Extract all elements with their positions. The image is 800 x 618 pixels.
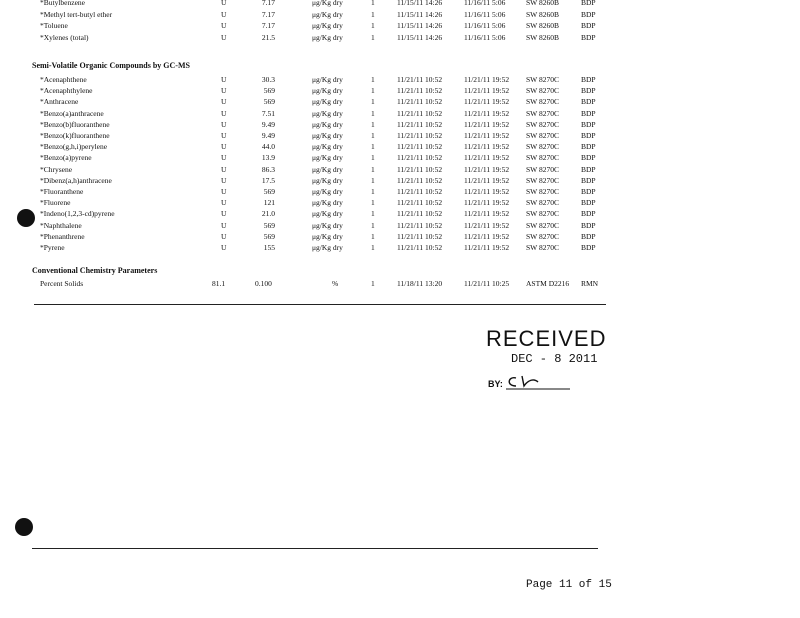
qualifier: U [221,75,227,84]
dilution: 1 [371,86,375,96]
result-value: 44.0 [261,142,275,152]
dilution: 1 [371,198,375,208]
analyte-name: *Phenanthrene [40,231,85,241]
units: μg/Kg dry [312,119,343,129]
qualifier: U [221,187,227,196]
analyzed-date: 11/21/11 19:52 [464,209,510,219]
analyst: BDP [581,175,596,185]
analyte-name: *Acenaphthene [40,75,87,84]
method: SW 8270C [526,131,559,140]
analyte-name: *Benzo(b)fluoranthene [40,119,110,129]
stamp-by-label: BY: [488,379,503,389]
dilution: 1 [371,164,375,174]
qualifier: U [221,198,227,208]
analyzed-date: 11/21/11 19:52 [464,243,510,252]
analyzed-date: 11/21/11 19:52 [464,231,510,241]
page-number: Page 11 of 15 [526,579,612,591]
result-value: 30.3 [261,75,275,84]
qualifier: U [221,9,227,19]
dilution: 1 [371,32,375,42]
prepared-date: 11/21/11 10:52 [397,164,443,174]
result-value: 7.17 [261,0,275,7]
dilution: 1 [371,231,375,241]
qualifier: U [221,243,227,252]
dilution: 1 [371,153,375,163]
analyst: BDP [581,21,596,30]
prepared-date: 11/21/11 10:52 [397,243,443,252]
analyte-name: *Dibenz(a,h)anthracene [40,175,112,185]
result-value: 7.17 [261,21,275,30]
units: μg/Kg dry [312,142,343,152]
dilution: 1 [371,209,375,219]
analyte-name: *Toluene [40,21,68,30]
initials-signature [504,372,574,392]
analyzed-date: 11/21/11 10:25 [464,279,510,288]
analyst: BDP [581,243,596,252]
result-value: 569 [263,97,275,107]
conventional-section-title: Conventional Chemistry Parameters [32,266,158,275]
qualifier: U [221,97,227,107]
units: μg/Kg dry [312,187,343,196]
prepared-date: 11/21/11 10:52 [397,153,443,163]
binder-hole-dot [17,209,35,227]
units: μg/Kg dry [312,198,343,208]
method: SW 8260B [526,9,559,19]
analyte-name: *Chrysene [40,164,73,174]
result-value: 21.5 [261,32,275,42]
prepared-date: 11/15/11 14:26 [397,0,443,7]
dilution: 1 [371,142,375,152]
dilution: 1 [371,131,375,140]
analyzed-date: 11/21/11 19:52 [464,187,510,196]
dilution: 1 [371,0,375,7]
method: SW 8270C [526,220,559,230]
method: SW 8270C [526,164,559,174]
method: SW 8270C [526,198,559,208]
analyzed-date: 11/21/11 19:52 [464,97,510,107]
mdl-value: 0.100 [255,279,272,288]
analyte-name: *Indeno(1,2,3-cd)pyrene [40,209,115,219]
units: μg/Kg dry [312,231,343,241]
units: μg/Kg dry [312,243,343,252]
analyzed-date: 11/21/11 19:52 [464,153,510,163]
analyst: BDP [581,153,596,163]
qualifier: U [221,108,227,118]
stamp-received-text: RECEIVED [486,326,607,351]
analyte-name: *Benzo(k)fluoranthene [40,131,110,140]
dilution: 1 [371,9,375,19]
analyst: BDP [581,220,596,230]
analyte-name: *Naphthalene [40,220,82,230]
analyst: BDP [581,86,596,96]
analyzed-date: 11/16/11 5:06 [464,21,506,30]
analyzed-date: 11/21/11 19:52 [464,119,510,129]
qualifier: U [221,209,227,219]
result-value: 569 [263,187,275,196]
analyzed-date: 11/21/11 19:52 [464,164,510,174]
method: SW 8260B [526,32,559,42]
dilution: 1 [371,243,375,252]
method: SW 8270C [526,243,559,252]
dilution: 1 [371,21,375,30]
method: SW 8270C [526,175,559,185]
analyzed-date: 11/21/11 19:52 [464,108,510,118]
analyzed-date: 11/16/11 5:06 [464,0,506,7]
prepared-date: 11/15/11 14:26 [397,21,443,30]
analyte-name: *Benzo(a)pyrene [40,153,92,163]
analyst: BDP [581,0,596,7]
qualifier: U [221,164,227,174]
units: μg/Kg dry [312,32,343,42]
analyte-name: *Xylenes (total) [40,32,89,42]
method: SW 8270C [526,108,559,118]
method: SW 8270C [526,75,559,84]
prepared-date: 11/18/11 13:20 [397,279,443,288]
units: μg/Kg dry [312,86,343,96]
received-stamp [480,326,610,396]
analyst: BDP [581,32,596,42]
dilution: 1 [371,108,375,118]
prepared-date: 11/21/11 10:52 [397,108,443,118]
stamp-date: DEC - 8 2011 [511,352,598,366]
qualifier: U [221,220,227,230]
units: μg/Kg dry [312,0,343,7]
units: μg/Kg dry [312,153,343,163]
prepared-date: 11/21/11 10:52 [397,198,443,208]
result-value: 569 [263,220,275,230]
units: % [332,279,339,288]
units: μg/Kg dry [312,9,343,19]
analyst: BDP [581,131,596,140]
analyst: RMN [581,279,599,288]
analyte-name: *Benzo(a)anthracene [40,108,104,118]
analyzed-date: 11/21/11 19:52 [464,175,510,185]
units: μg/Kg dry [312,108,343,118]
prepared-date: 11/21/11 10:52 [397,175,443,185]
prepared-date: 11/21/11 10:52 [397,187,443,196]
qualifier: U [221,119,227,129]
qualifier: U [221,32,227,42]
units: μg/Kg dry [312,75,343,84]
qualifier: U [221,153,227,163]
analyzed-date: 11/21/11 19:52 [464,75,510,84]
qualifier: U [221,21,227,30]
result-value: 121 [263,198,275,208]
units: μg/Kg dry [312,164,343,174]
analyst: BDP [581,97,596,107]
prepared-date: 11/21/11 10:52 [397,220,443,230]
prepared-date: 11/21/11 10:52 [397,231,443,241]
analyst: BDP [581,142,596,152]
analyst: BDP [581,187,596,196]
dilution: 1 [371,97,375,107]
qualifier: U [221,131,227,140]
analyte-name: *Acenaphthylene [40,86,93,96]
analyte-name: Percent Solids [40,279,84,288]
binder-hole-dot [15,518,33,536]
svoc-section-title: Semi-Volatile Organic Compounds by GC-MS [32,61,190,70]
method: SW 8270C [526,153,559,163]
result-value: 7.17 [261,9,275,19]
analyte-name: *Pyrene [40,243,65,252]
analyzed-date: 11/21/11 19:52 [464,131,510,140]
prepared-date: 11/15/11 14:26 [397,9,443,19]
units: μg/Kg dry [312,220,343,230]
method: SW 8270C [526,86,559,96]
analyst: BDP [581,75,596,84]
method: SW 8270C [526,119,559,129]
prepared-date: 11/21/11 10:52 [397,142,443,152]
units: μg/Kg dry [312,209,343,219]
qualifier: U [221,86,227,96]
analyte-name: *Butylbenzene [40,0,85,7]
analyte-name: *Fluoranthene [40,187,84,196]
analyte-name: *Methyl tert-butyl ether [40,9,113,19]
dilution: 1 [371,187,375,196]
analyzed-date: 11/21/11 19:52 [464,220,510,230]
result-value: 155 [263,243,275,252]
analyzed-date: 11/16/11 5:06 [464,32,506,42]
units: μg/Kg dry [312,175,343,185]
method: SW 8260B [526,0,559,7]
result-value: 81.1 [212,279,226,288]
method: SW 8270C [526,209,559,219]
analyzed-date: 11/16/11 5:06 [464,9,506,19]
result-value: 7.51 [261,108,275,118]
analyzed-date: 11/21/11 19:52 [464,86,510,96]
dilution: 1 [371,279,375,288]
result-value: 86.3 [261,164,275,174]
analyte-name: *Anthracene [40,97,79,107]
result-value: 21.0 [261,209,275,219]
result-value: 17.5 [261,175,275,185]
analyzed-date: 11/21/11 19:52 [464,198,510,208]
result-value: 13.9 [261,153,275,163]
units: μg/Kg dry [312,97,343,107]
dilution: 1 [371,75,375,84]
prepared-date: 11/21/11 10:52 [397,119,443,129]
result-value: 9.49 [261,119,275,129]
prepared-date: 11/21/11 10:52 [397,86,443,96]
result-value: 569 [263,231,275,241]
units: μg/Kg dry [312,131,343,140]
prepared-date: 11/21/11 10:52 [397,75,443,84]
method: ASTM D2216 [526,279,570,288]
analyst: BDP [581,164,596,174]
analyte-name: *Fluorene [40,198,71,208]
bottom-divider-line [32,548,598,549]
analyte-name: *Benzo(g,h,i)perylene [40,142,108,152]
method: SW 8260B [526,21,559,30]
dilution: 1 [371,119,375,129]
analyst: BDP [581,9,596,19]
dilution: 1 [371,220,375,230]
method: SW 8270C [526,231,559,241]
qualifier: U [221,142,227,152]
analyst: BDP [581,198,596,208]
divider-line [34,304,606,305]
method: SW 8270C [526,142,559,152]
analyst: BDP [581,209,596,219]
result-value: 9.49 [261,131,275,140]
analyzed-date: 11/21/11 19:52 [464,142,510,152]
analyst: BDP [581,231,596,241]
prepared-date: 11/21/11 10:52 [397,131,443,140]
analyst: BDP [581,108,596,118]
dilution: 1 [371,175,375,185]
qualifier: U [221,0,227,7]
qualifier: U [221,231,227,241]
prepared-date: 11/15/11 14:26 [397,32,443,42]
method: SW 8270C [526,97,559,107]
units: μg/Kg dry [312,21,343,30]
prepared-date: 11/21/11 10:52 [397,97,443,107]
result-value: 569 [263,86,275,96]
analyst: BDP [581,119,596,129]
qualifier: U [221,175,227,185]
prepared-date: 11/21/11 10:52 [397,209,443,219]
method: SW 8270C [526,187,559,196]
